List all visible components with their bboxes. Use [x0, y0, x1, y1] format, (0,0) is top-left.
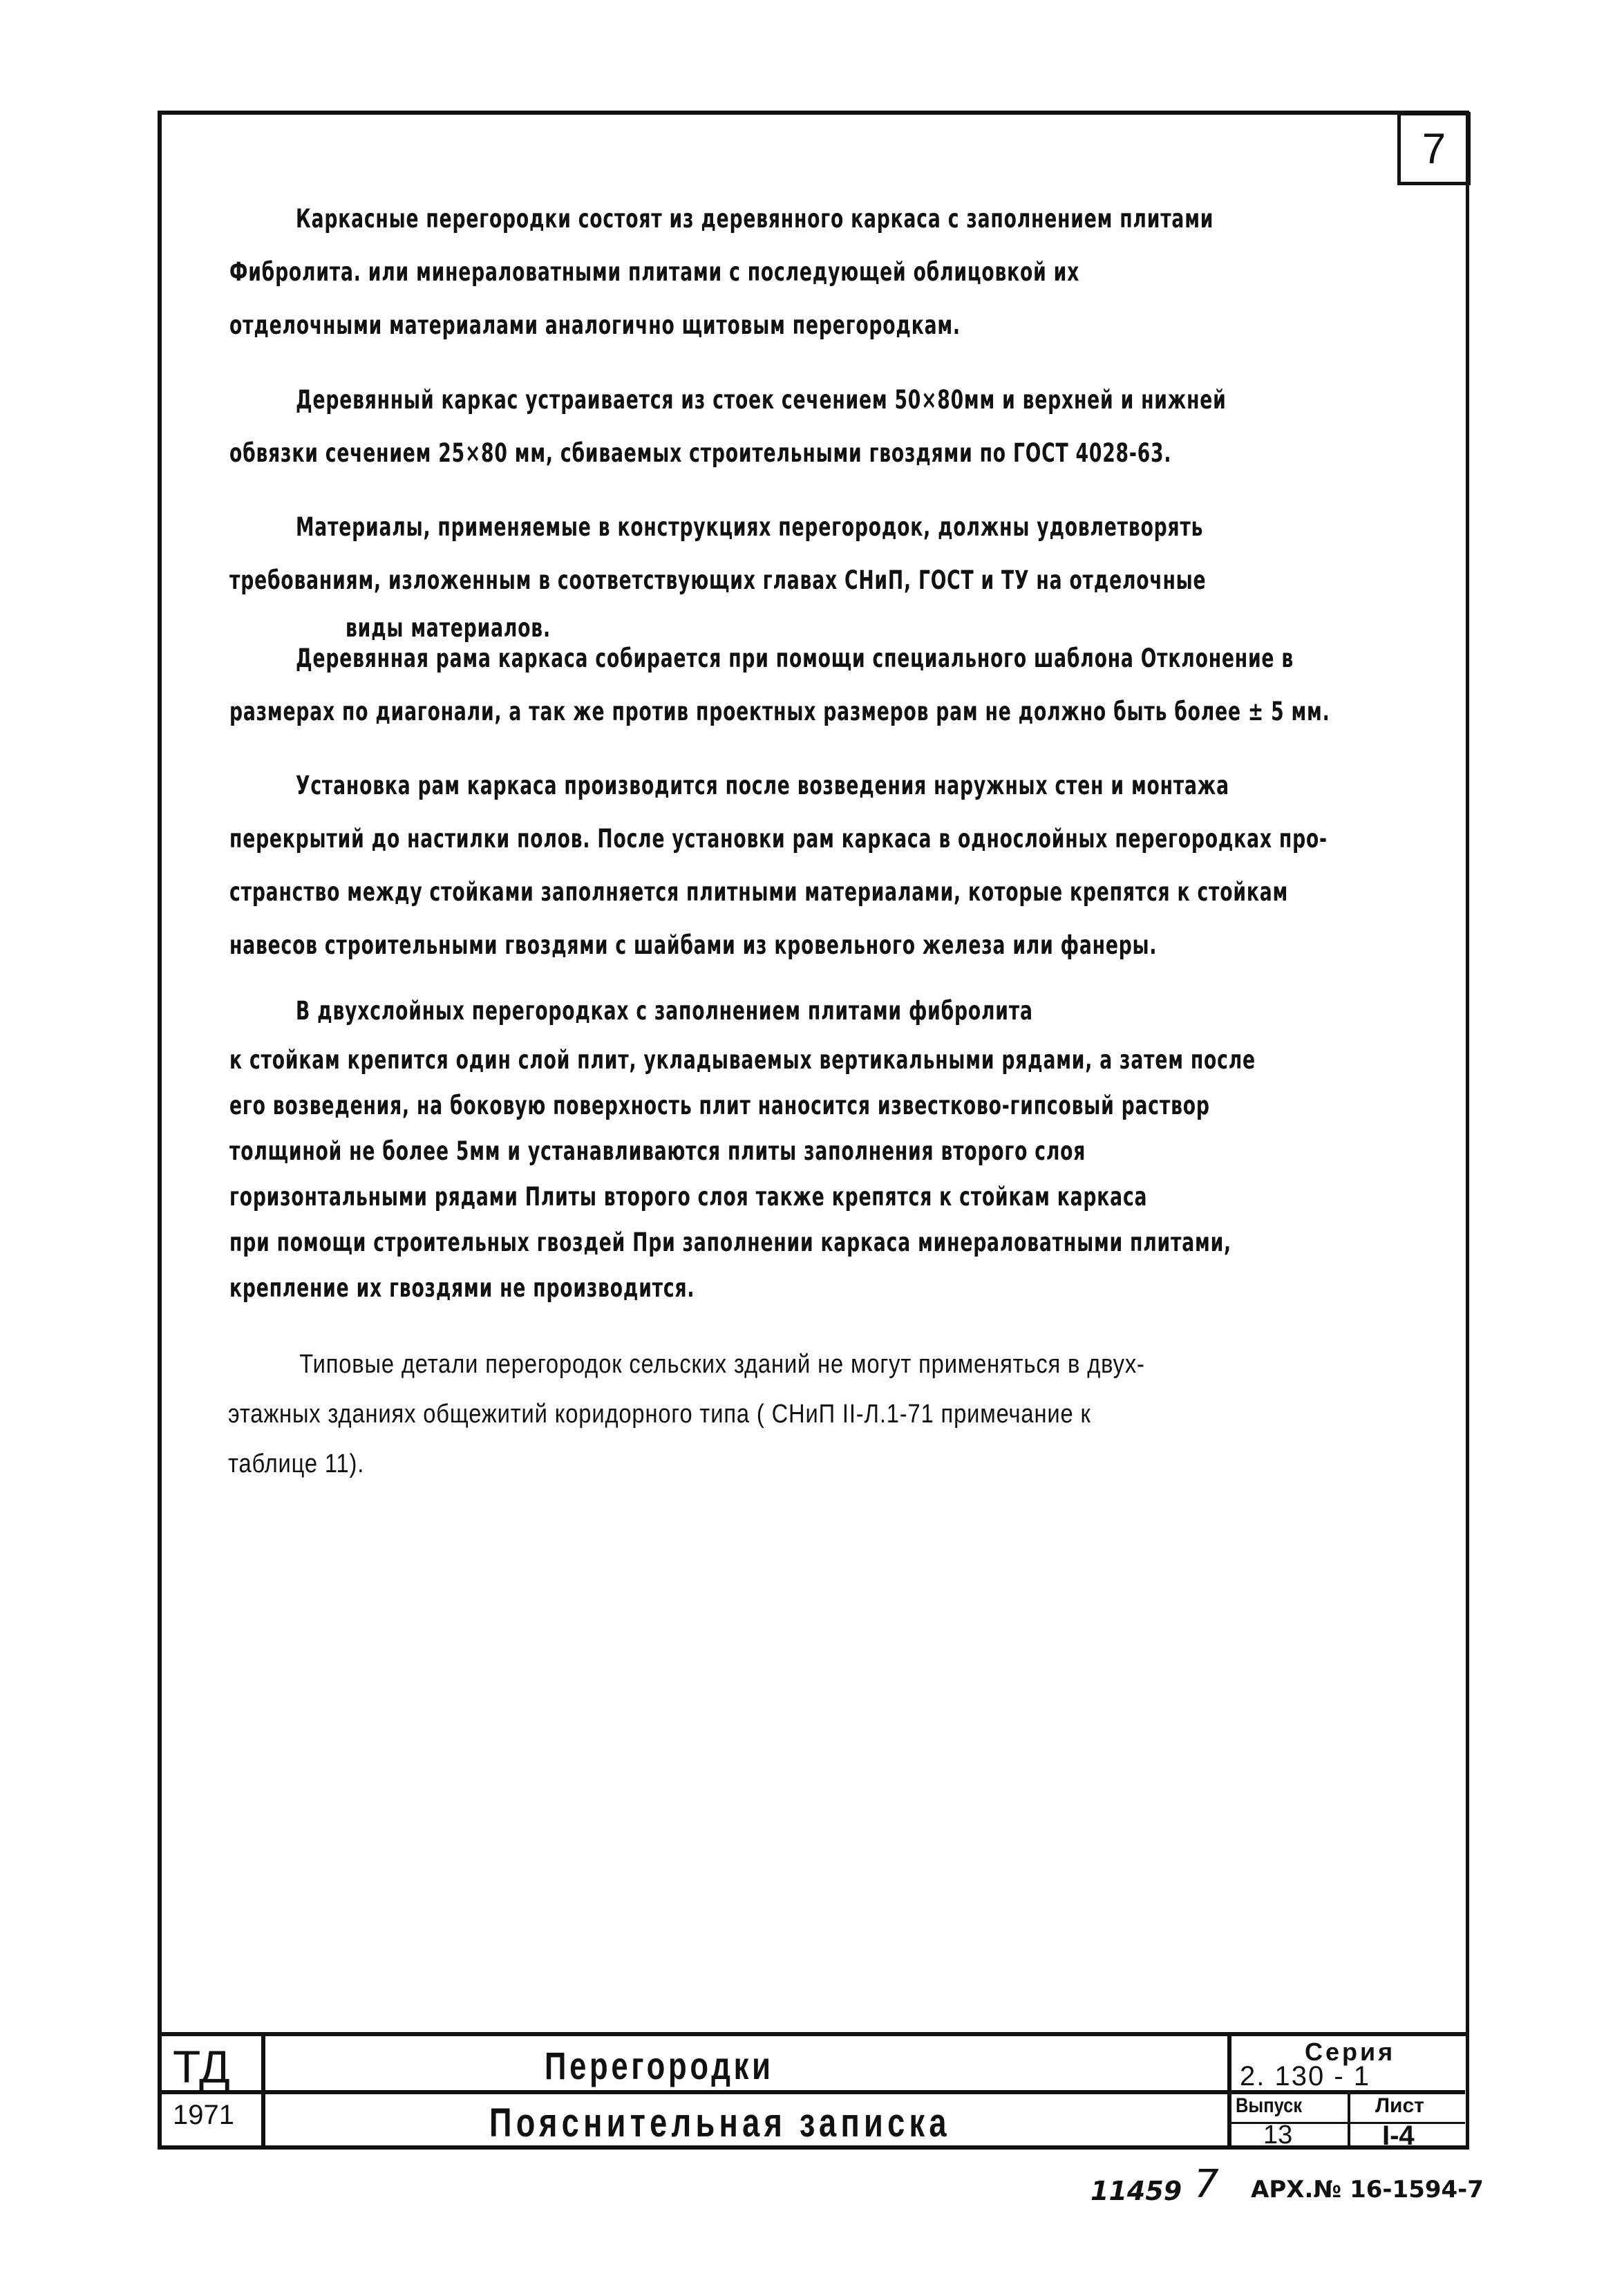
text-line: отделочными материалами аналогично щитовым перегородкам.	[229, 310, 961, 340]
text-line: требованиям, изложенным в соответствующих главах СНиП, ГОСТ и ТУ на отделочные	[229, 565, 1207, 595]
sheet-label: Лист	[1375, 2094, 1424, 2117]
title-block	[158, 2032, 1469, 2150]
text-line: размерах по диагонали, а так же против проектных размеров рам не должно быть более ± 5 мм.	[229, 697, 1330, 726]
archive-number: АРХ.№ 16-1594-7	[1251, 2176, 1484, 2203]
text-line: крепление их гвоздями не производится.	[229, 1273, 695, 1303]
org-code: ТД	[173, 2041, 230, 2092]
text-line: Установка рам каркаса производится после возведения наружных стен и монтажа	[296, 771, 1229, 800]
text-line: таблице 11).	[228, 1449, 365, 1478]
text-line: навесов строительными гвоздями с шайбами из кровельного железа или фанеры.	[229, 930, 1158, 960]
text-line: обвязки сечением 25×80 мм, сбиваемых строительными гвоздями по ГОСТ 4028-63.	[229, 438, 1172, 468]
sheet-value: I-4	[1382, 2121, 1415, 2151]
paragraph-note	[228, 1339, 1274, 1489]
text-line: виды материалов.	[346, 613, 551, 643]
page-number: 7	[1397, 112, 1471, 185]
issue-label: Выпуск	[1236, 2094, 1303, 2117]
drawing-title: Перегородки	[545, 2044, 774, 2087]
text-line: горизонтальными рядами Плиты второго слоя также крепятся к стойкам каркаса	[229, 1182, 1148, 1212]
paragraph-frame-partitions	[229, 192, 1214, 352]
text-line: Фибролита. или минераловатными плитами с последующей облицовкой их	[229, 257, 1080, 287]
text-line: к стойкам крепится один слой плит, укладываемых вертикальными рядами, а затем после	[229, 1045, 1256, 1075]
series-label: Серия	[1305, 2038, 1396, 2066]
text-line: Деревянный каркас устраивается из стоек сечением 50×80мм и верхней и нижней	[296, 385, 1227, 415]
text-line: перекрытий до настилки полов. После установки рам каркаса в однослойных перегородках про-	[229, 824, 1328, 854]
paragraph-wooden-frame	[229, 373, 1227, 480]
text-line: Типовые детали перегородок сельских зданий не могут применяться в двух-	[299, 1350, 1145, 1379]
paragraph-installation	[229, 759, 1328, 972]
text-line: Материалы, применяемые в конструкциях перегородок, должны удовлетворять	[296, 512, 1204, 542]
paragraph-materials	[229, 500, 1207, 650]
text-line: странство между стойками заполняется плитными материалами, которые крепятся к стойкам	[229, 877, 1289, 907]
year: 1971	[173, 2100, 234, 2130]
inventory-number: 11459	[1090, 2176, 1182, 2206]
text-line: В двухслойных перегородках с заполнением плитами фибролита	[296, 996, 1033, 1026]
text-line: его возведения, на боковую поверхность плит наносится известково-гипсовый раствор	[229, 1091, 1210, 1120]
footer-page-number: 7	[1194, 2162, 1219, 2207]
issue-value: 13	[1263, 2121, 1293, 2150]
text-line: при помощи строительных гвоздей При заполнении каркаса минераловатными плитами,	[229, 1228, 1231, 1257]
text-line: толщиной не более 5мм и устанавливаются плиты заполнения второго слоя	[229, 1136, 1086, 1166]
drawing-subtitle: Пояснительная записка	[489, 2100, 951, 2145]
paragraph-frame-assembly	[229, 632, 1330, 738]
series-value: 2. 130 - 1	[1240, 2061, 1371, 2091]
text-line: Деревянная рама каркаса собирается при помощи специального шаблона Отклонение в	[296, 643, 1294, 673]
paragraph-two-layer	[229, 984, 1256, 1311]
text-line: этажных зданиях общежитий коридорного типа ( СНиП II-Л.1-71 примечание к	[228, 1400, 1091, 1429]
text-line: Каркасные перегородки состоят из деревянного каркаса с заполнением плитами	[296, 204, 1214, 234]
